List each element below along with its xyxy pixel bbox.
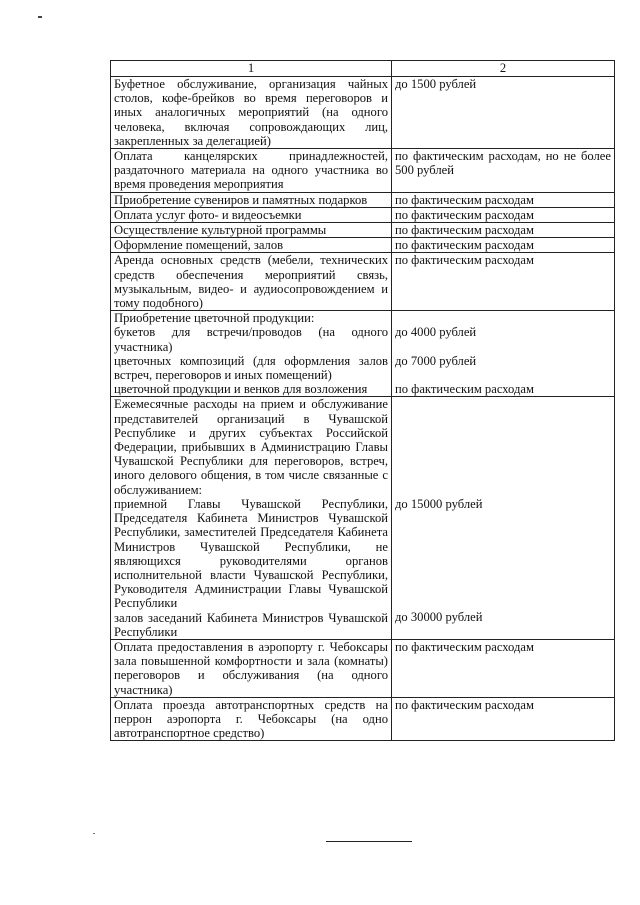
table-row bbox=[111, 238, 615, 253]
flowers-bouquets-norm: до 4000 рублей bbox=[395, 325, 477, 340]
flowers-wreaths-item: цветочной продукции и венков для возложения bbox=[114, 382, 368, 397]
table-row bbox=[111, 192, 615, 207]
row-norm-buffet: до 1500 рублей bbox=[392, 77, 615, 149]
row-norm-airport-hall: по фактическим расходам bbox=[392, 639, 615, 697]
row-norm-culture-program: по фактическим расходам bbox=[392, 223, 615, 238]
flowers-wreaths-norm: по фактическим расходам bbox=[395, 382, 534, 397]
column-number-2: 2 bbox=[392, 61, 615, 77]
page-scan-mark bbox=[38, 16, 42, 18]
row-item-buffet: Буфетное обслуживание, организация чайных столов, кофе-брейков во время переговоров и иных аналогичных мероприятий (на одного человека, включая сопровождающих лиц, закрепленных за делегацией) bbox=[111, 77, 392, 149]
row-item-photo-video: Оплата услуг фото- и видеосъемки bbox=[111, 207, 392, 222]
table-row-monthly bbox=[111, 397, 615, 639]
row-norm-decoration: по фактическим расходам bbox=[392, 238, 615, 253]
table-row bbox=[111, 697, 615, 741]
monthly-intro: Ежемесячные расходы на прием и обслуживание представителей организаций в Чувашской Республике и других субъектах Российской Федерации, прибывших в Администрацию Главы Чувашской Республики для переговоров, встреч, иного делового общения, в том числе связанные с обслуживанием: bbox=[114, 397, 388, 497]
table-row bbox=[111, 639, 615, 697]
scan-dot bbox=[93, 833, 95, 834]
flowers-compositions-norm: до 7000 рублей bbox=[395, 353, 477, 368]
row-item-decoration: Оформление помещений, залов bbox=[111, 238, 392, 253]
table-header-row bbox=[111, 61, 615, 77]
row-item-monthly bbox=[111, 397, 392, 639]
row-item-airport-car: Оплата проезда автотранспортных средств на перрон аэропорта г. Чебоксары (на одно автотранспортное средство) bbox=[111, 697, 392, 741]
row-norm-rent: по фактическим расходам bbox=[392, 253, 615, 311]
row-item-souvenirs: Приобретение сувениров и памятных подарков bbox=[111, 192, 392, 207]
monthly-halls-item: залов заседаний Кабинета Министров Чувашской Республики bbox=[114, 610, 388, 639]
row-item-stationery: Оплата канцелярских принадлежностей, раздаточного материала на одного участника во время проведения мероприятия bbox=[111, 149, 392, 193]
table-row bbox=[111, 77, 615, 149]
row-norm-photo-video: по фактическим расходам bbox=[392, 207, 615, 222]
flowers-compositions-item: цветочных композиций (для оформления залов встреч, переговоров и иных помещений) bbox=[114, 353, 388, 383]
table-row bbox=[111, 207, 615, 222]
row-item-culture-program: Осуществление культурной программы bbox=[111, 223, 392, 238]
row-norm-airport-car: по фактическим расходам bbox=[392, 697, 615, 741]
monthly-reception-norm: до 15000 рублей bbox=[395, 496, 483, 511]
row-norm-stationery: по фактическим расходам, но не более 500 рублей bbox=[392, 149, 615, 193]
monthly-halls-norm: до 30000 рублей bbox=[395, 610, 483, 625]
monthly-reception-item: приемной Главы Чувашской Республики, Председателя Кабинета Министров Чувашской Республики, заместителей Председателя Кабинета Министров Чувашской Республики, не являющихся руководителями органов исполнительной власти Чувашской Республики, Руководителя Администрации Главы Чувашской Республики bbox=[114, 496, 388, 611]
flowers-title: Приобретение цветочной продукции: bbox=[114, 311, 315, 326]
row-norm-monthly bbox=[392, 397, 615, 639]
column-number-1: 1 bbox=[111, 61, 392, 77]
row-item-flowers bbox=[111, 311, 392, 397]
table-row bbox=[111, 223, 615, 238]
table-row bbox=[111, 253, 615, 311]
expense-norms-table bbox=[110, 60, 615, 741]
row-norm-flowers bbox=[392, 311, 615, 397]
table-row-flowers bbox=[111, 311, 615, 397]
document-end-line bbox=[326, 841, 412, 842]
row-item-airport-hall: Оплата предоставления в аэропорту г. Чебоксары зала повышенной комфортности и зала (комнаты) переговоров и обслуживания (на одного участника) bbox=[111, 639, 392, 697]
row-item-rent: Аренда основных средств (мебели, технических средств обеспечения мероприятий связь, музыкальным, видео- и аудиосопровождением и тому подобного) bbox=[111, 253, 392, 311]
flowers-bouquets-item: букетов для встречи/проводов (на одного участника) bbox=[114, 325, 388, 354]
table-row bbox=[111, 149, 615, 193]
row-norm-souvenirs: по фактическим расходам bbox=[392, 192, 615, 207]
